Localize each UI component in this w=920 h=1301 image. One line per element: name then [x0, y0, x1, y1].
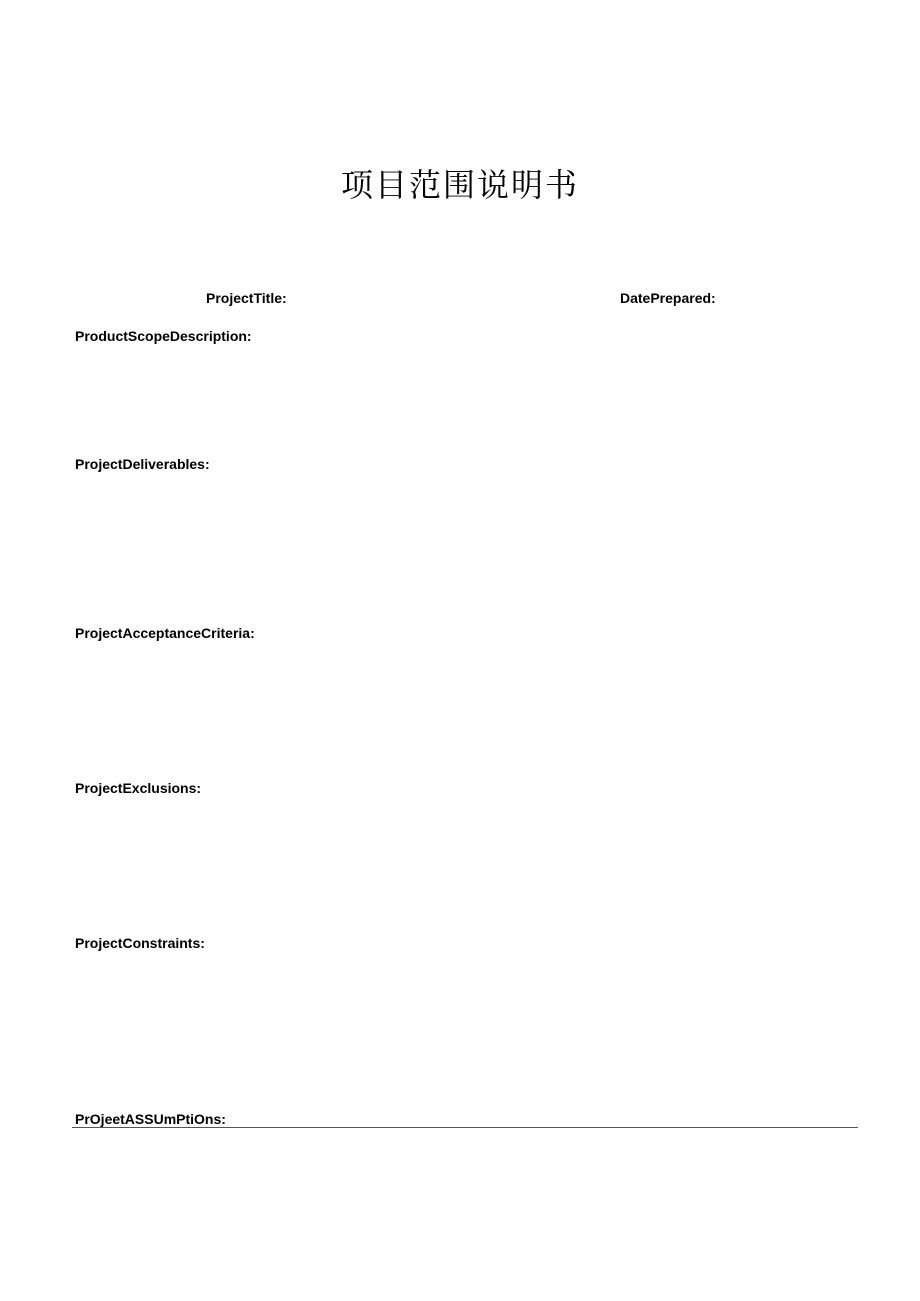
project-title-label: ProjectTitle: [206, 290, 287, 306]
project-acceptance-criteria-label: ProjectAcceptanceCriteria: [75, 625, 255, 641]
project-constraints-label: ProjectConstraints: [75, 935, 205, 951]
project-assumptions-label: PrOjeetASSUmPtiOns: [75, 1111, 226, 1127]
project-deliverables-label: ProjectDeliverables: [75, 456, 210, 472]
section-divider [72, 1127, 858, 1128]
document-title: 项目范围说明书 [340, 166, 579, 204]
date-prepared-label: DatePrepared: [620, 290, 716, 306]
project-exclusions-label: ProjectExclusions: [75, 780, 202, 796]
product-scope-description-label: ProductScopeDescription: [75, 328, 252, 344]
